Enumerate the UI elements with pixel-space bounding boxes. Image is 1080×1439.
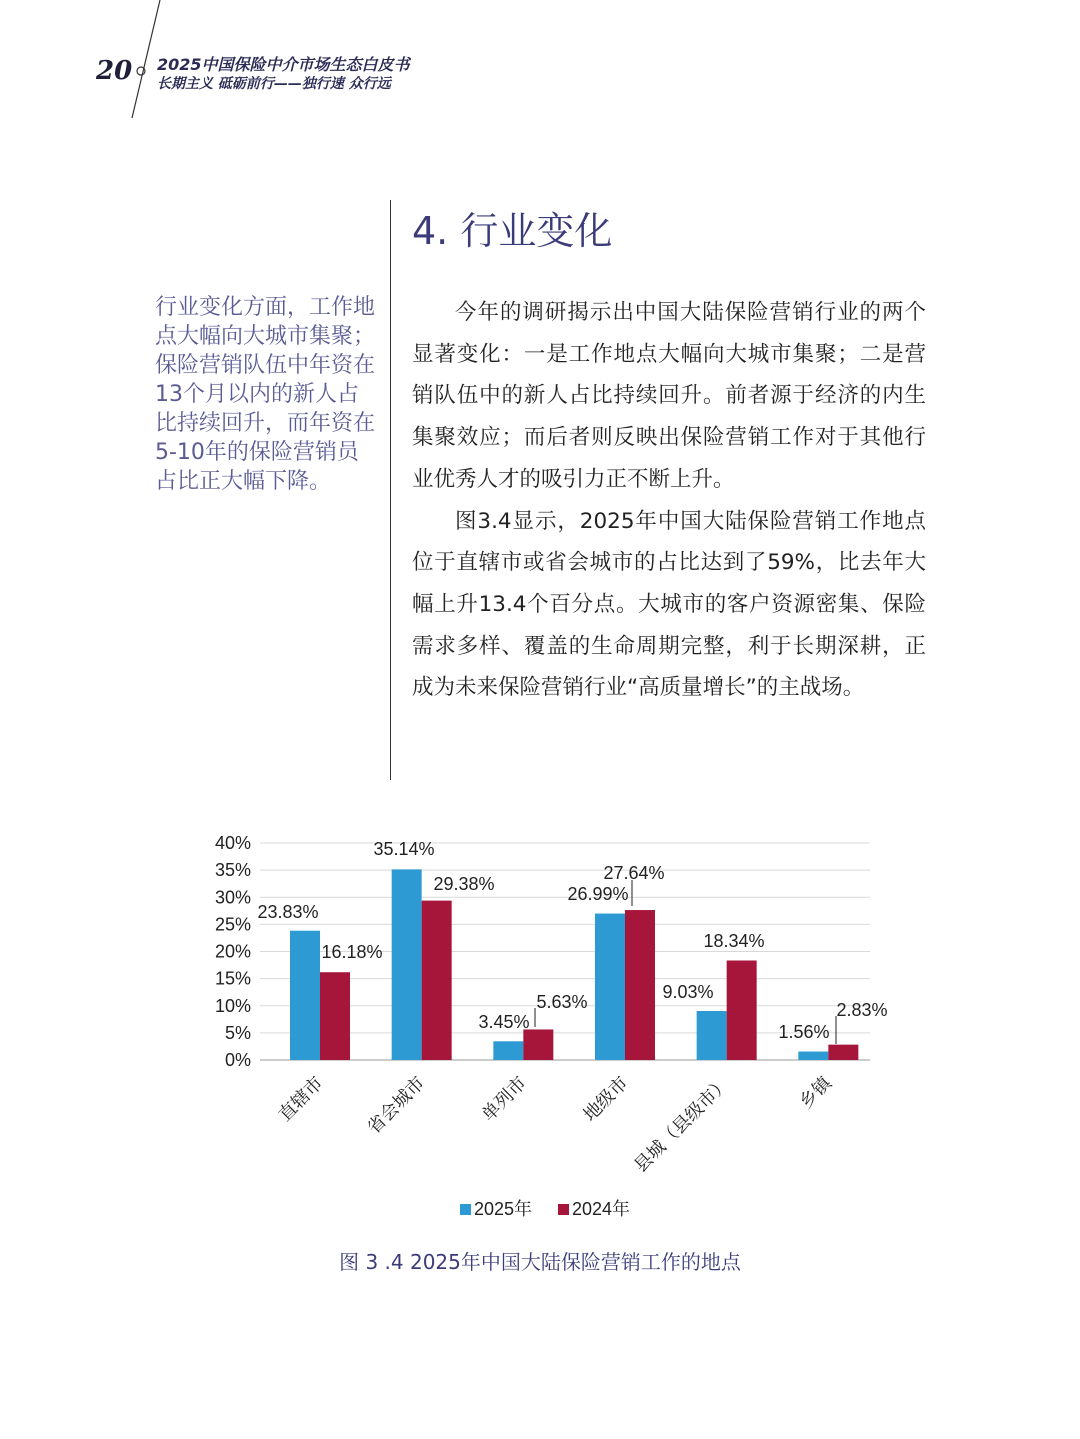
x-category-label: 县城（县级市） — [630, 1072, 734, 1176]
header-title: 2025中国保险中介市场生态白皮书 — [157, 55, 410, 74]
bar-2024 — [625, 910, 655, 1060]
x-category-label: 省会城市 — [363, 1072, 429, 1138]
bar-chart-svg — [200, 828, 900, 1238]
bar-2025 — [290, 931, 320, 1060]
y-tick-label: 20% — [214, 941, 251, 962]
header-subtitle: 长期主义 砥砺前行——独行速 众行远 — [157, 76, 391, 92]
page-number: 20 — [96, 56, 133, 86]
bar-2025 — [392, 869, 422, 1060]
body-paragraph: 图3.4显示，2025年中国大陆保险营销工作地点位于直辖市或省会城市的占比达到了59%，比去年大幅上升13.4个百分点。大城市的客户资源密集、保险需求多样、覆盖的生命周期完整，利于长期深耕，正成为未来保险营销行业“高质量增长”的主战场。 — [412, 508, 926, 701]
x-category-label: 直辖市 — [274, 1072, 327, 1126]
y-tick-label: 15% — [214, 968, 251, 989]
legend-swatch — [558, 1204, 569, 1215]
legend-swatch — [460, 1204, 471, 1215]
pull-quote: 行业变化方面，工作地点大幅向大城市集聚；保险营销队伍中年资在13个月以内的新人占比持续回升，而年资在5-10年的保险营销员占比正大幅下降。 — [155, 295, 376, 494]
data-label-2025: 35.14% — [373, 839, 435, 859]
figure-caption: 图 3 .4 2025年中国大陆保险营销工作的地点 — [339, 1250, 741, 1274]
data-label-2024: 16.18% — [321, 942, 383, 962]
y-tick-label: 35% — [214, 860, 251, 881]
bar-chart — [200, 828, 900, 1238]
bar-2024 — [320, 972, 350, 1060]
y-tick-label: 0% — [224, 1050, 251, 1070]
data-label-2024: 29.38% — [433, 874, 495, 894]
data-label-2024: 18.34% — [703, 931, 765, 951]
legend-label: 2025年 — [474, 1199, 533, 1219]
bar-2025 — [697, 1011, 727, 1060]
legend-label: 2024年 — [572, 1199, 631, 1219]
y-tick-label: 10% — [214, 995, 251, 1016]
bar-2024 — [727, 961, 757, 1060]
data-label-2024: 5.63% — [536, 992, 588, 1012]
bar-2024 — [422, 901, 452, 1060]
x-category-label: 乡镇 — [795, 1072, 836, 1113]
bar-2025 — [493, 1041, 523, 1060]
data-label-2025: 23.83% — [257, 902, 319, 922]
bar-2025 — [798, 1052, 828, 1060]
y-tick-label: 25% — [214, 914, 251, 935]
x-category-label: 地级市 — [579, 1072, 632, 1126]
data-label-2025: 3.45% — [478, 1012, 530, 1032]
bar-2025 — [595, 914, 625, 1060]
section-title: 4. 行业变化 — [412, 209, 613, 253]
data-label-2024: 2.83% — [836, 1000, 888, 1020]
bar-2024 — [523, 1029, 553, 1060]
column-divider — [390, 200, 391, 780]
bar-2024 — [828, 1045, 858, 1060]
body-paragraph: 今年的调研揭示出中国大陆保险营销行业的两个显著变化：一是工作地点大幅向大城市集聚；二是营销队伍中的新人占比持续回升。前者源于经济的内生集聚效应；而后者则反映出保险营销工作对于其他行业优秀人才的吸引力正不断上升。 — [412, 300, 926, 492]
body-text — [412, 292, 926, 709]
y-tick-label: 40% — [214, 833, 251, 853]
y-tick-label: 30% — [214, 887, 251, 908]
x-category-label: 单列市 — [477, 1072, 531, 1126]
data-label-2024: 27.64% — [603, 863, 665, 883]
data-label-2025: 9.03% — [662, 982, 714, 1002]
data-label-2025: 26.99% — [567, 884, 629, 904]
y-tick-label: 5% — [224, 1022, 251, 1043]
data-label-2025: 1.56% — [778, 1022, 830, 1042]
